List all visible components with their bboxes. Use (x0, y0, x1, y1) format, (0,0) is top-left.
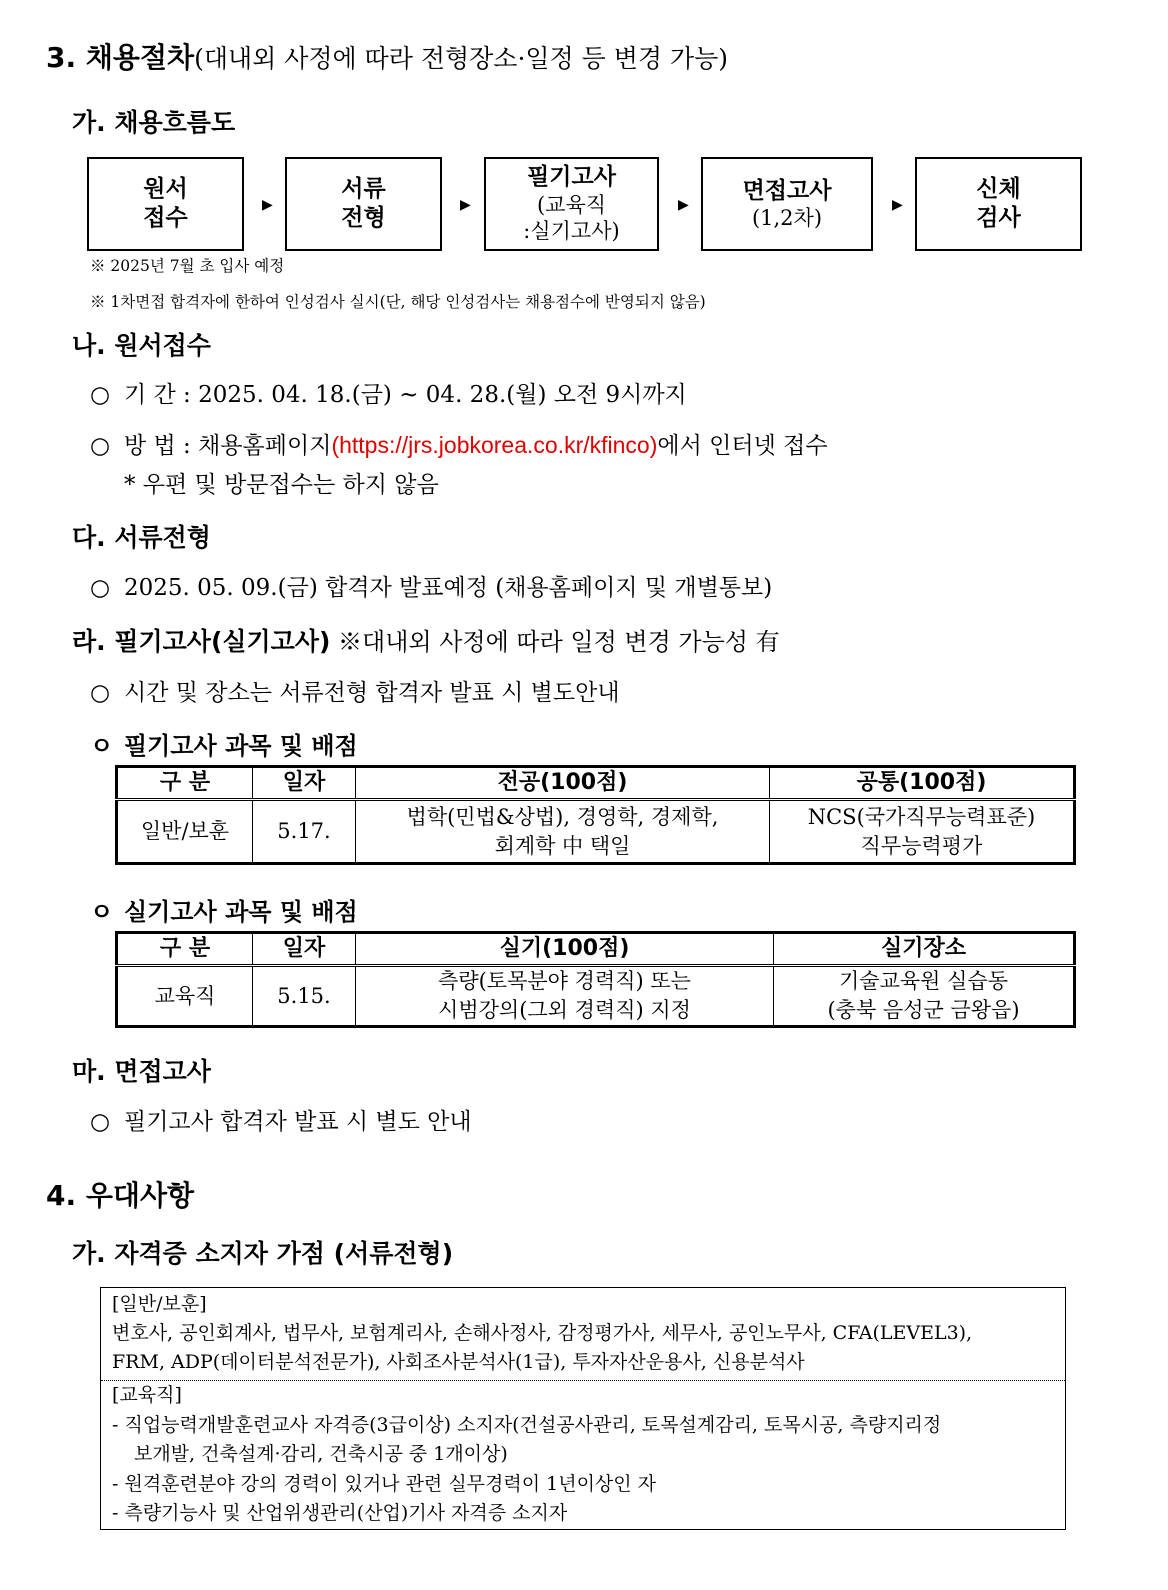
cell-text: 직무능력평가 (860, 833, 983, 858)
table-header-row (117, 767, 1075, 800)
table-cell-practical (356, 966, 774, 1027)
flow-note-join: ※ 2025년 7월 초 입사 예정 (90, 257, 285, 275)
edu-list-line: 보개발, 건축설계·감리, 건축시공 중 1개이상) (134, 1443, 508, 1465)
application-method-text: 방 법 : 채용홈페이지 (124, 433, 332, 459)
table-cell-place (774, 966, 1075, 1027)
dotted-divider (101, 1380, 1065, 1381)
section-3-title: 3. 채용절차 (46, 41, 195, 74)
table-cell-common (770, 800, 1075, 864)
table-cell-date: 5.15. (253, 966, 356, 1027)
flow-arrow-icon: ▶ (892, 197, 903, 213)
edu-list-line: - 직업능력개발훈련교사 자격증(3급이상) 소지자(건설공사관리, 토목설계감리, 토목시공, 측량지리정 (112, 1414, 942, 1436)
application-method-suffix: 에서 인터넷 접수 (657, 433, 828, 459)
section-3a-title: 가. 채용흐름도 (72, 108, 236, 137)
section-3-heading (46, 36, 728, 76)
table-header-date: 일자 (253, 933, 356, 966)
table-header-category: 구 분 (117, 767, 253, 800)
written-info-text: 시간 및 장소는 서류전형 합격자 발표 시 별도안내 (124, 680, 620, 706)
written-subject-heading (90, 726, 358, 761)
table-header-date: 일자 (253, 767, 356, 800)
edu-list-line: - 원격훈련분야 강의 경력이 있거나 관련 실무경력이 1년이상인 자 (112, 1473, 657, 1495)
section-3d-paren: ※대내외 사정에 따라 일정 변경 가능성 有 (330, 628, 780, 656)
document-result-text: 2025. 05. 09.(금) 합격자 발표예정 (채용홈페이지 및 개별통보) (124, 575, 773, 601)
application-method-note: * 우편 및 방문접수는 하지 않음 (124, 472, 439, 498)
flow-step-text: 접수 (143, 205, 188, 231)
document-result-line (90, 569, 772, 602)
table-row (117, 966, 1075, 1027)
practical-subject-title: 실기고사 과목 및 배점 (124, 898, 358, 926)
flow-step-text: 신체 (976, 176, 1021, 203)
section-3d-heading (72, 622, 780, 658)
flow-step-text: (1,2차) (751, 206, 823, 231)
section-3e-title: 마. 면접고사 (72, 1057, 211, 1086)
flow-step-text: 검사 (976, 205, 1021, 231)
edu-label: [교육직] (112, 1384, 182, 1406)
table-header-place: 실기장소 (774, 933, 1075, 966)
cell-text: 기술교육원 실습동 (839, 969, 1008, 993)
general-label: [일반/보훈] (112, 1293, 207, 1315)
circle-bullet-icon: ○ (90, 433, 111, 459)
flow-step-text: :실기고사) (523, 219, 620, 244)
table-header-category: 구 분 (117, 933, 253, 966)
table-cell-category: 일반/보훈 (117, 800, 253, 864)
flow-step-interview (701, 157, 873, 251)
section-3c-title: 다. 서류전형 (72, 523, 211, 552)
section-4-title: 4. 우대사항 (46, 1179, 195, 1212)
section-4a-title: 가. 자격증 소지자 가점 (서류전형) (72, 1239, 454, 1268)
table-cell-category: 교육직 (117, 966, 253, 1027)
practical-exam-table (115, 931, 1076, 1028)
application-period-text: 기 간 : 2025. 04. 18.(금) ~ 04. 28.(월) 오전 9시까지 (124, 382, 687, 408)
circle-bullet-icon: ○ (90, 575, 111, 601)
section-3b-title: 나. 원서접수 (72, 331, 211, 360)
cell-text: 시범강의(그외 경력직) 지정 (438, 998, 691, 1022)
recruit-homepage-link[interactable]: (https://jrs.jobkorea.co.kr/kfinco) (331, 432, 658, 458)
table-cell-date: 5.17. (253, 800, 356, 864)
interview-info-line (90, 1103, 472, 1136)
flow-arrow-icon: ▶ (460, 197, 471, 213)
circle-bullet-icon: ○ (90, 1109, 111, 1135)
flow-step-text: 원서 (143, 176, 188, 203)
interview-info-text: 필기고사 합격자 발표 시 별도 안내 (124, 1109, 472, 1135)
application-method (90, 427, 828, 460)
flow-step-medical (915, 157, 1082, 251)
section-3d-title: 라. 필기고사(실기고사) (72, 627, 331, 656)
flow-step-text: 서류 (341, 176, 386, 203)
written-exam-table (115, 765, 1076, 865)
flow-step-document (285, 157, 442, 251)
cell-text: 측량(토목분야 경력직) 또는 (438, 969, 691, 993)
table-header-common: 공통(100점) (770, 767, 1075, 800)
written-info-line (90, 674, 620, 707)
edu-list-line: - 측량기능사 및 산업위생관리(산업)기사 자격증 소지자 (112, 1502, 568, 1524)
cell-text: 법학(민법&상법), 경영학, 경제학, (406, 804, 719, 829)
table-header-row (117, 933, 1075, 966)
section-3-paren: (대내외 사정에 따라 전형장소·일정 등 변경 가능) (194, 44, 729, 73)
flow-step-text: 전형 (341, 205, 386, 231)
flow-step-text: 필기고사 (527, 164, 616, 191)
written-subject-title: 필기고사 과목 및 배점 (124, 732, 358, 760)
table-header-practical: 실기(100점) (356, 933, 774, 966)
table-row (117, 800, 1075, 864)
general-list-line: FRM, ADP(데이터분석전문가), 사회조사분석사(1급), 투자자산운용사, 신용분석사 (112, 1351, 805, 1373)
flow-step-written (484, 157, 659, 251)
flow-step-text: 면접고사 (742, 177, 832, 204)
circle-bullet-icon: ○ (90, 680, 111, 706)
flow-step-application (87, 157, 244, 251)
flow-note-personality: ※ 1차면접 합격자에 한하여 인성검사 실시(단, 해당 인성검사는 채용점수에 반영되지 않음) (90, 293, 706, 311)
general-list-line: 변호사, 공인회계사, 법무사, 보험계리사, 손해사정사, 감정평가사, 세무사, 공인노무사, CFA(LEVEL3), (112, 1322, 973, 1344)
sub-bullet-icon: ㅇ (90, 898, 114, 926)
flow-arrow-icon: ▶ (262, 197, 273, 213)
cell-text: (충북 음성군 금왕읍) (827, 998, 1020, 1022)
practical-subject-heading (90, 892, 358, 927)
application-period (90, 376, 687, 409)
cell-text: NCS(국가직무능력표준) (807, 804, 1036, 829)
flow-step-text: (교육직 (536, 193, 607, 218)
cell-text: 회계학 中 택일 (494, 833, 631, 858)
sub-bullet-icon: ㅇ (90, 732, 114, 760)
qualification-box (100, 1287, 1066, 1530)
flow-arrow-icon: ▶ (678, 197, 689, 213)
table-cell-major (356, 800, 770, 864)
table-header-major: 전공(100점) (356, 767, 770, 800)
circle-bullet-icon: ○ (90, 382, 111, 408)
